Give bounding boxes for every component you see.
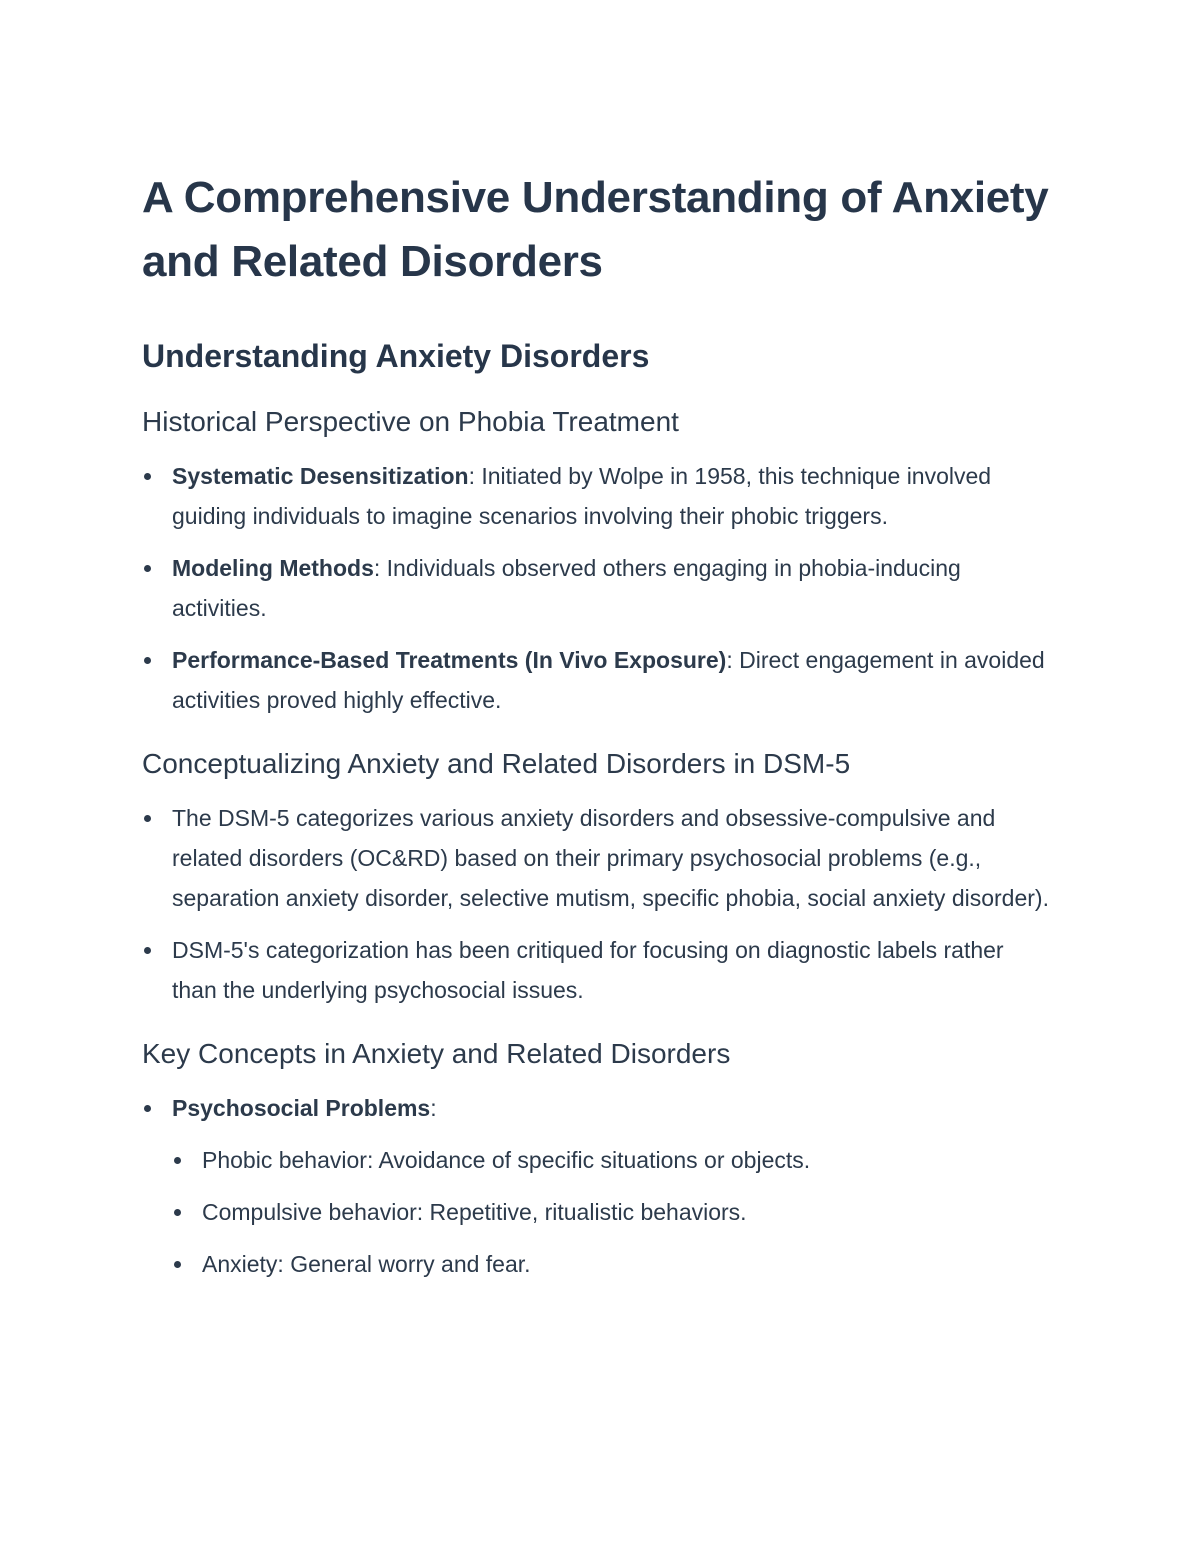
list-item: DSM-5's categorization has been critiqued for focusing on diagnostic labels rather than the underlying psychosocial issues. bbox=[142, 930, 1050, 1010]
list-item-suffix: : bbox=[430, 1095, 437, 1121]
document-title: A Comprehensive Understanding of Anxiety and Related Disorders bbox=[142, 173, 1049, 286]
sub-list-item: Anxiety: General worry and fear. bbox=[172, 1244, 1050, 1284]
historical-heading: Historical Perspective on Phobia Treatment bbox=[142, 406, 679, 437]
sub-list-item: Phobic behavior: Avoidance of specific situations or objects. bbox=[172, 1140, 1050, 1180]
key-concepts-list bbox=[142, 1088, 1050, 1284]
sub-list-item: Compulsive behavior: Repetitive, ritualistic behaviors. bbox=[172, 1192, 1050, 1232]
list-item-term: Psychosocial Problems bbox=[172, 1095, 431, 1121]
section-heading: Understanding Anxiety Disorders bbox=[142, 338, 650, 374]
list-item bbox=[142, 1088, 1050, 1284]
list-item-text: : Individuals observed others engaging in phobia-inducing activities. bbox=[172, 555, 961, 621]
list-item bbox=[142, 548, 1050, 628]
dsm-list bbox=[142, 798, 1050, 1010]
key-concepts-heading: Key Concepts in Anxiety and Related Disorders bbox=[142, 1038, 731, 1069]
sub-list bbox=[172, 1140, 1050, 1284]
list-item bbox=[142, 640, 1050, 720]
list-item: The DSM-5 categorizes various anxiety disorders and obsessive-compulsive and related disorders (OC&RD) based on their primary psychosocial problems (e.g., separation anxiety disorder, selective mutism, specific phobia, social anxiety disorder). bbox=[142, 798, 1050, 918]
list-item bbox=[142, 456, 1050, 536]
list-item-term: Systematic Desensitization bbox=[172, 463, 469, 489]
historical-list bbox=[142, 456, 1050, 720]
list-item-term: Performance-Based Treatments (In Vivo Exposure) bbox=[172, 647, 727, 673]
list-item-text: : Initiated by Wolpe in 1958, this technique involved guiding individuals to imagine scenarios involving their phobic triggers. bbox=[172, 463, 992, 529]
list-item-text: : Direct engagement in avoided activities proved highly effective. bbox=[172, 647, 1045, 713]
list-item-term: Modeling Methods bbox=[172, 555, 374, 581]
dsm-heading: Conceptualizing Anxiety and Related Disorders in DSM-5 bbox=[142, 748, 851, 779]
